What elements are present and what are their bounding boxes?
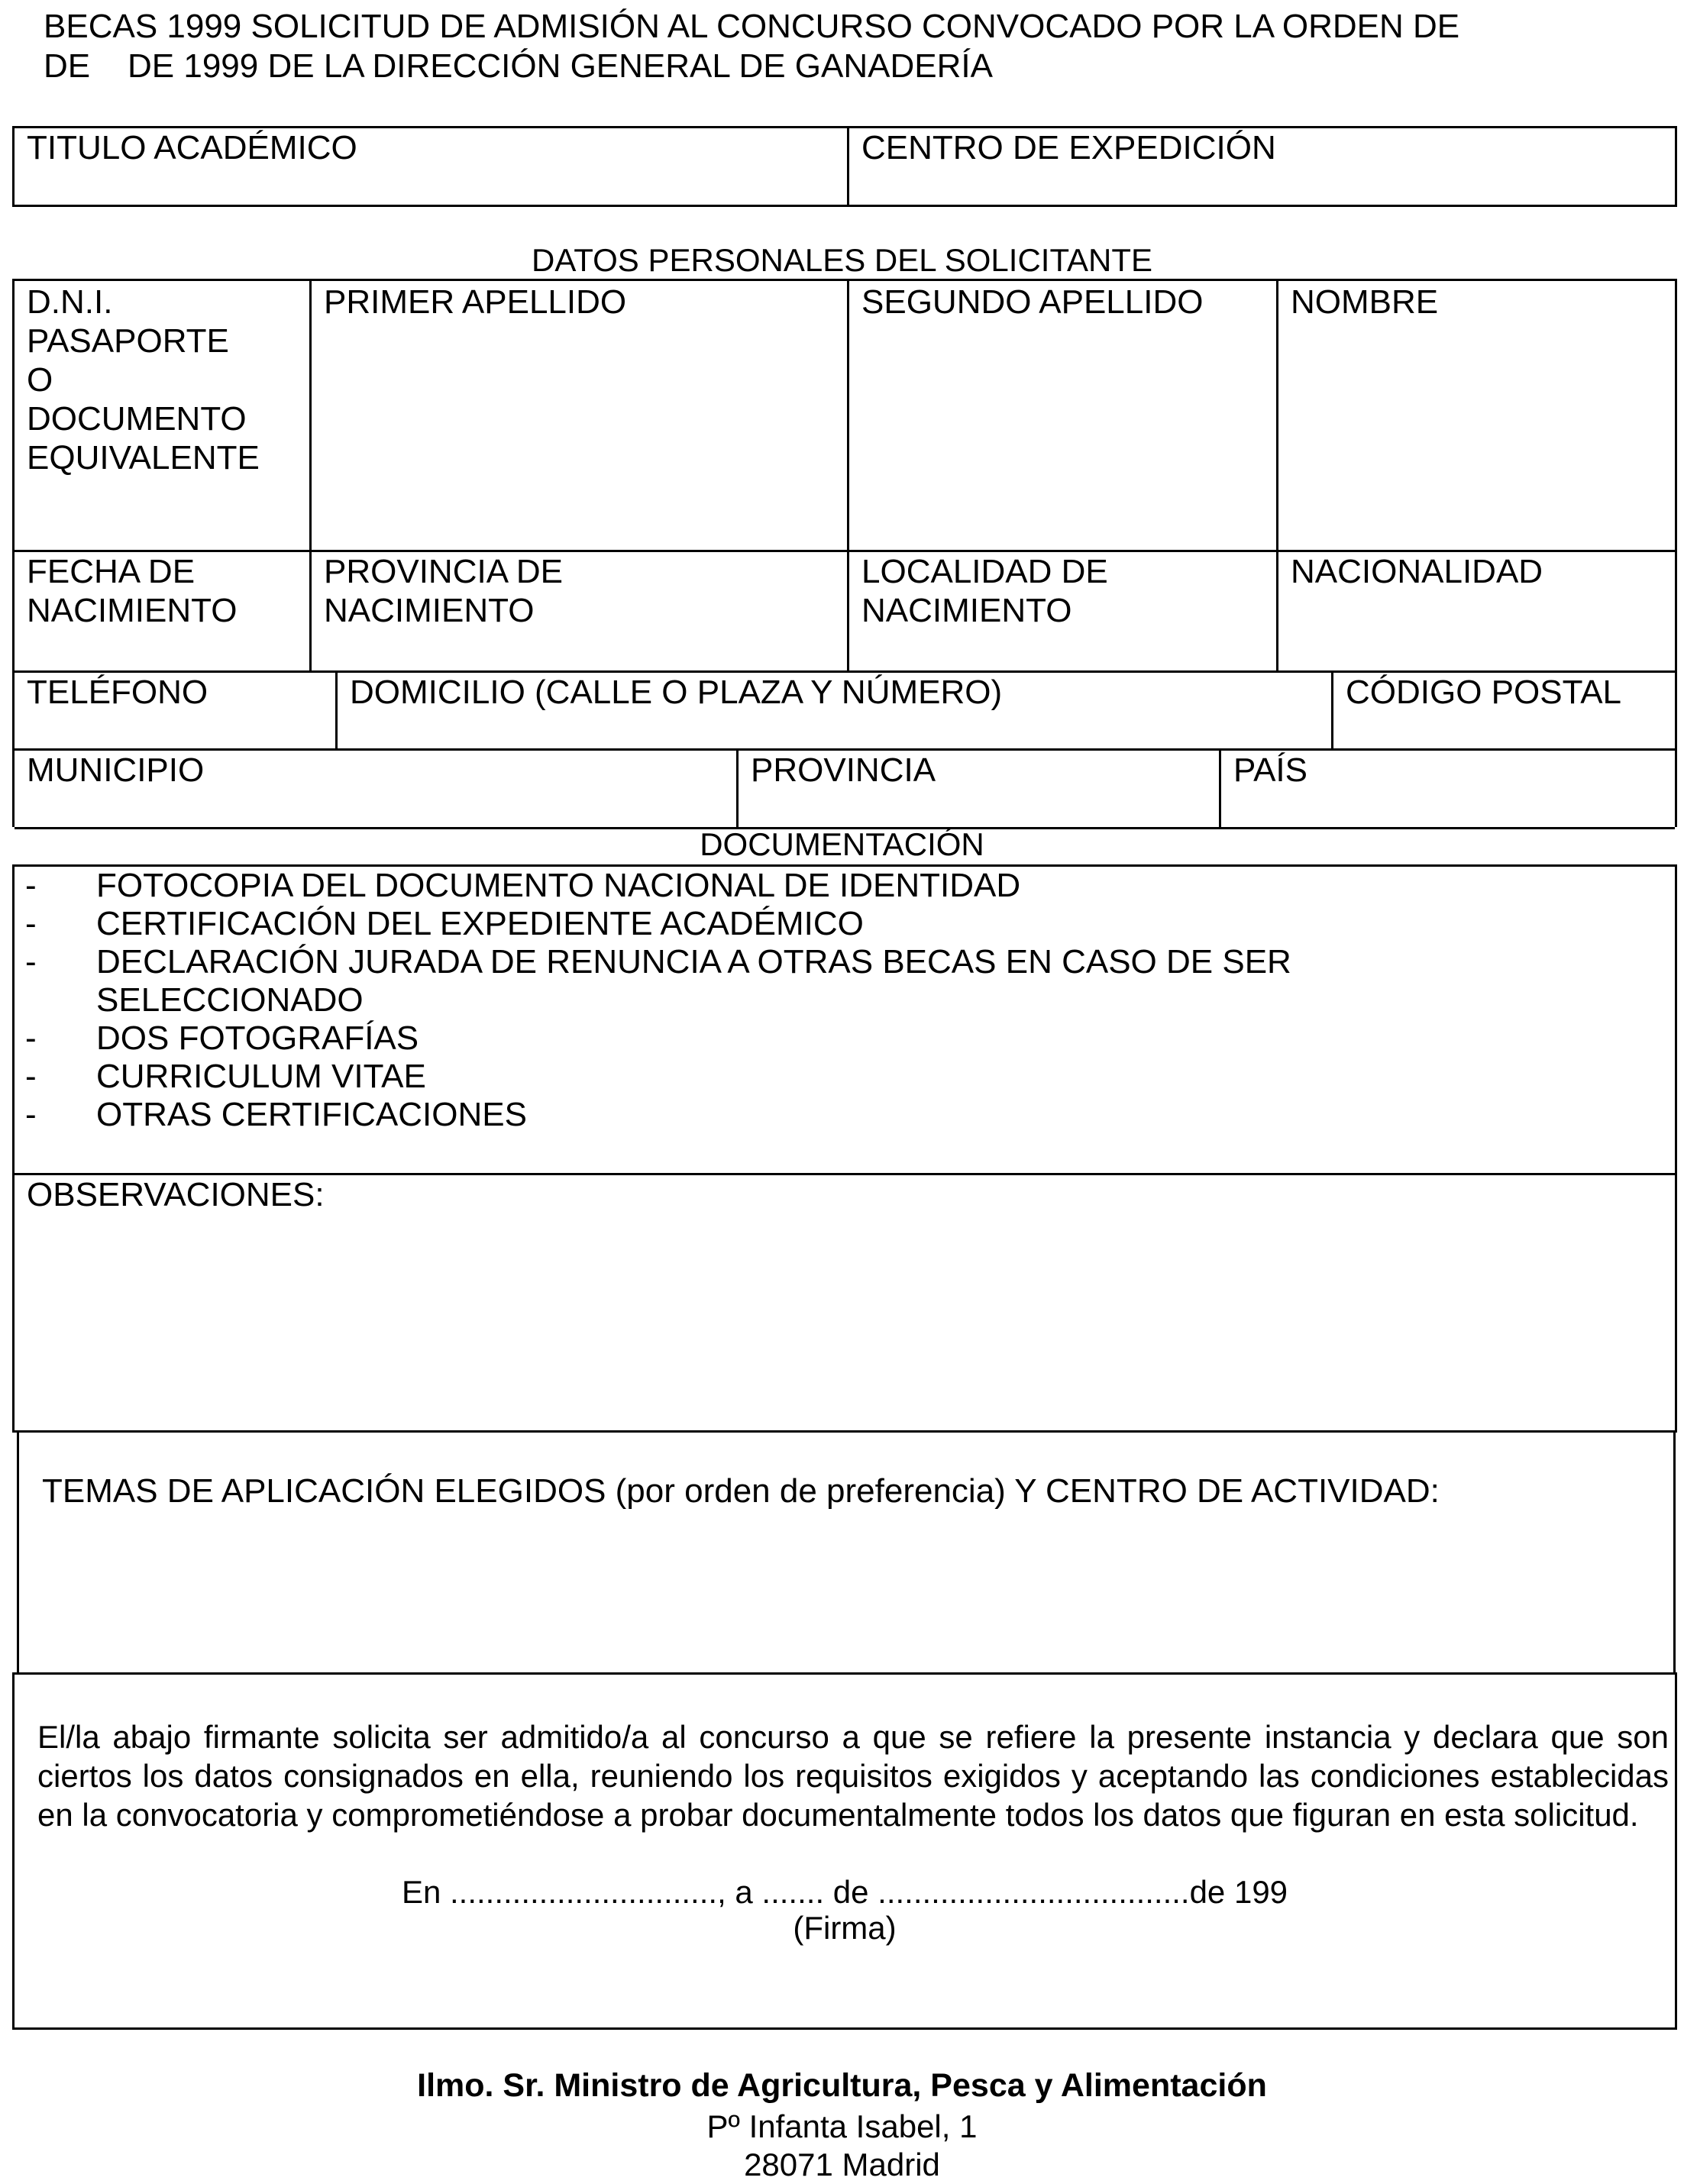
destinatario: Ilmo. Sr. Ministro de Agricultura, Pesca y Alimentación — [417, 2067, 1267, 2104]
row-municipio — [15, 751, 1675, 827]
direccion: Pº Infanta Isabel, 1 — [706, 2108, 978, 2144]
centro-expedicion-label: CENTRO DE EXPEDICIÓN — [861, 129, 1276, 166]
datos-personales-heading: DATOS PERSONALES DEL SOLICITANTE — [532, 242, 1152, 278]
localidad-nacimiento-label: LOCALIDAD DE NACIMIENTO — [861, 553, 1108, 629]
documentacion-list — [15, 867, 1675, 1134]
bullet-dash: - — [25, 943, 37, 981]
pais-label: PAÍS — [1233, 751, 1308, 789]
titulo-academico-label: TITULO ACADÉMICO — [27, 129, 357, 166]
row-identificacion — [15, 281, 1675, 550]
documentacion-item — [15, 1019, 1675, 1058]
documentacion-item — [15, 1096, 1675, 1134]
declaracion-text: El/la abajo firmante solicita ser admitido/a al concurso a que se refiere la presente instancia y declara que son ciertos los datos consignados en ella, reuniendo los requisitos exigidos y aceptando las condiciones establecidas en la convocatoria y comprometiéndose a probar documentalmente todos los datos que figuran en esta solicitud. — [37, 1719, 1669, 1833]
row-domicilio — [15, 673, 1675, 748]
documentacion-item — [15, 905, 1675, 943]
dni-label: D.N.I. PASAPORTE O DOCUMENTO EQUIVALENTE — [27, 283, 260, 477]
documentacion-item — [15, 943, 1675, 1019]
titulo-academico-box — [12, 126, 1677, 207]
documentacion-item — [15, 1058, 1675, 1096]
nacionalidad-label: NACIONALIDAD — [1291, 553, 1543, 590]
nombre-label: NOMBRE — [1291, 283, 1439, 321]
domicilio-label: DOMICILIO (CALLE O PLAZA Y NÚMERO) — [350, 674, 1003, 711]
documentacion-item-text: DOS FOTOGRAFÍAS — [96, 1019, 419, 1057]
documentacion-heading: DOCUMENTACIÓN — [700, 826, 984, 862]
row-nacimiento — [15, 552, 1675, 670]
segundo-apellido-label: SEGUNDO APELLIDO — [861, 283, 1204, 321]
primer-apellido-label: PRIMER APELLIDO — [324, 283, 627, 321]
documentacion-item-text: OTRAS CERTIFICACIONES — [96, 1096, 527, 1133]
firma-label: (Firma) — [793, 1910, 897, 1946]
observaciones-label: OBSERVACIONES: — [27, 1176, 325, 1213]
observaciones-box — [12, 1173, 1677, 1433]
documentacion-box — [12, 864, 1677, 1175]
form-title-line-1: BECAS 1999 SOLICITUD DE ADMISIÓN AL CONCURSO CONVOCADO POR LA ORDEN DE — [44, 8, 1460, 45]
documentacion-item-text: FOTOCOPIA DEL DOCUMENTO NACIONAL DE IDENTIDAD — [96, 867, 1021, 904]
documentacion-item-text: DECLARACIÓN JURADA DE RENUNCIA A OTRAS BECAS EN CASO DE SER SELECCIONADO — [96, 943, 1291, 1019]
temas-label: TEMAS DE APLICACIÓN ELEGIDOS (por orden de preferencia) Y CENTRO DE ACTIVIDAD: — [42, 1472, 1440, 1510]
declaracion-box — [12, 1672, 1677, 2030]
documentacion-item-text: CURRICULUM VITAE — [96, 1058, 426, 1095]
bullet-dash: - — [25, 905, 37, 942]
documentacion-item-text: CERTIFICACIÓN DEL EXPEDIENTE ACADÉMICO — [96, 905, 864, 942]
codigo-postal-label: CÓDIGO POSTAL — [1346, 674, 1622, 711]
provincia-nacimiento-label: PROVINCIA DE NACIMIENTO — [324, 553, 563, 629]
municipio-label: MUNICIPIO — [27, 751, 205, 789]
bullet-dash: - — [25, 1096, 37, 1133]
fecha-lugar-line: En .............................., a ....... de ...................................de 199 — [401, 1874, 1288, 1910]
fecha-nacimiento-label: FECHA DE NACIMIENTO — [27, 553, 238, 629]
documentacion-item — [15, 867, 1675, 905]
bullet-dash: - — [25, 1058, 37, 1095]
datos-personales-table — [12, 279, 1677, 827]
bullet-dash: - — [25, 1019, 37, 1057]
telefono-label: TELÉFONO — [27, 674, 208, 711]
form-title-line-2: DE DE 1999 DE LA DIRECCIÓN GENERAL DE GANADERÍA — [44, 47, 993, 85]
temas-box — [17, 1430, 1676, 1675]
provincia-label: PROVINCIA — [751, 751, 936, 789]
bullet-dash: - — [25, 867, 37, 904]
codigo-postal-ciudad: 28071 Madrid — [744, 2147, 940, 2182]
